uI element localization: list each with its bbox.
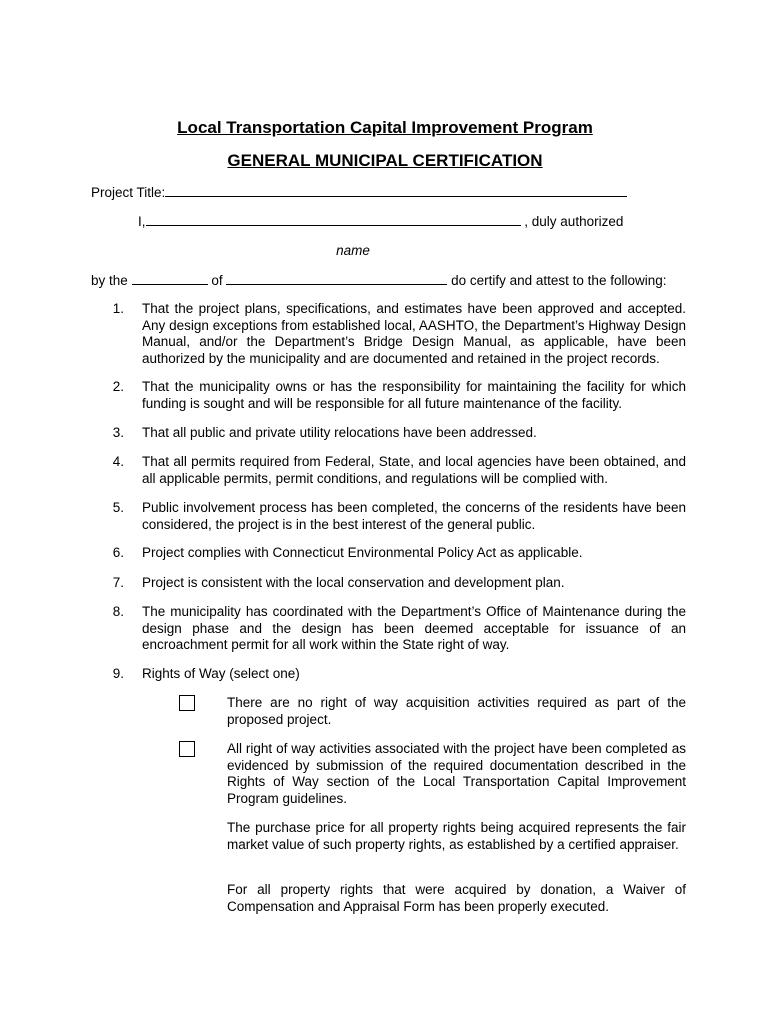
item-text: Public involvement process has been completed, the concerns of the residents have been considered, the project is in the best interest of the general public.: [142, 500, 686, 532]
item-text: Project complies with Connecticut Environmental Policy Act as applicable.: [142, 545, 583, 560]
i-label: I,: [138, 214, 146, 229]
row-none-checkbox[interactable]: [179, 695, 195, 711]
of-label: of: [211, 273, 223, 288]
name-caption: name: [336, 243, 370, 258]
row-completed-checkbox[interactable]: [179, 741, 195, 757]
document-title: Local Transportation Capital Improvement Program: [177, 118, 593, 137]
item-text: Project is consistent with the local conservation and development plan.: [142, 575, 565, 590]
name-row: [138, 213, 623, 229]
option-text: All right of way activities associated with the project have been completed as evidenced by submission of the required documentation described in the Rights of Way section of the Local Transportation Capital Improvement Program guidelines.: [227, 741, 686, 806]
item-number: 8.: [112, 604, 124, 619]
duly-authorized-text: , duly authorized: [524, 214, 624, 229]
item-text: That the project plans, specifications, and estimates have been approved and accepted. Any design exceptions from established local, AASHTO, the Department’s Highway Design Manual, and/or the Department’s Bridge Design Manual, as applicable, have been authorized by the municipality and are documented and retained in the project records.: [142, 301, 686, 366]
item-text: The municipality has coordinated with the Department’s Office of Maintenance during the design phase and the design has been deemed acceptable for issuance of an encroachment permit for all work within the State right of way.: [142, 604, 686, 652]
item-text: Rights of Way (select one): [142, 666, 300, 681]
item-number: 7.: [112, 575, 124, 590]
purchase-price-paragraph: The purchase price for all property rights being acquired represents the fair market value of such property rights, as established by a certified appraiser.: [227, 820, 686, 852]
item-text: That all permits required from Federal, State, and local agencies have been obtained, and all applicable permits, permit conditions, and regulations will be complied with.: [142, 454, 686, 486]
item-number: 3.: [112, 425, 124, 440]
item-number: 9.: [112, 666, 124, 681]
item-number: 1.: [112, 301, 124, 316]
item-number: 4.: [112, 454, 124, 469]
document-subtitle: GENERAL MUNICIPAL CERTIFICATION: [227, 151, 543, 170]
donation-paragraph: For all property rights that were acquired by donation, a Waiver of Compensation and Appraisal Form has been properly executed.: [227, 882, 686, 914]
item-number: 6.: [112, 545, 124, 560]
item-number: 2.: [112, 379, 124, 394]
municipality-field[interactable]: [226, 272, 447, 285]
title-field[interactable]: [132, 272, 208, 285]
project-title-field[interactable]: [165, 184, 627, 197]
project-title-label: Project Title:: [91, 185, 166, 200]
by-the-label: by the: [91, 273, 128, 288]
item-text: That the municipality owns or has the responsibility for maintaining the facility for which funding is sought and will be responsible for all future maintenance of the facility.: [142, 379, 686, 411]
item-number: 5.: [112, 500, 124, 515]
option-text: There are no right of way acquisition activities required as part of the proposed project.: [227, 695, 686, 727]
item-text: That all public and private utility relocations have been addressed.: [142, 425, 537, 440]
by-the-row: [91, 272, 666, 288]
certify-text: do certify and attest to the following:: [451, 273, 667, 288]
project-title-row: [91, 184, 627, 200]
name-field[interactable]: [146, 213, 521, 226]
